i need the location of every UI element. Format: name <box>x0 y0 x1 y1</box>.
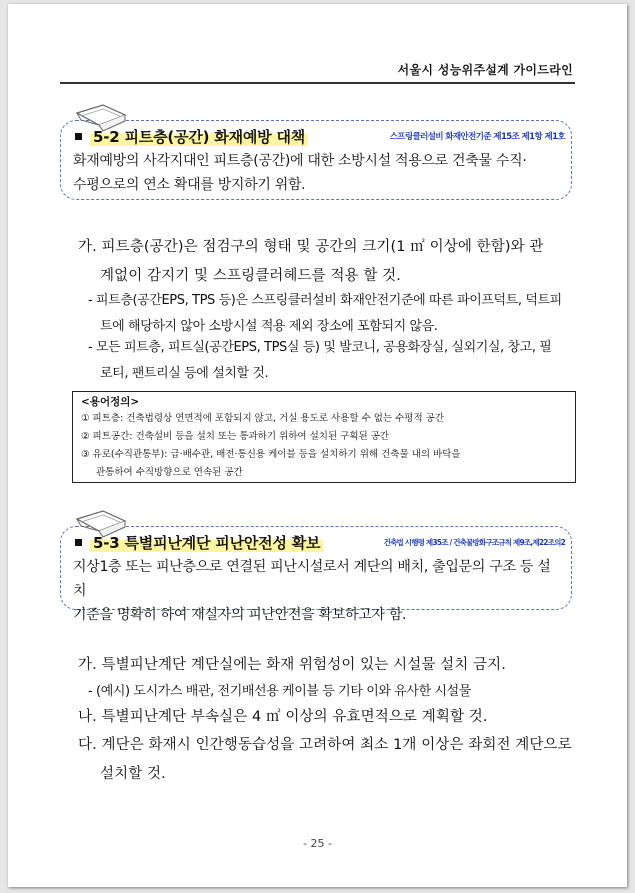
section-title-row <box>75 125 565 147</box>
sub-item-1: - 피트층(공간EPS, TPS 등)은 스프링클러설비 화재안전기준에 따른 파이프덕트, 덕트피 트에 해당하지 않아 소방시설 적용 제외 장소에 포함되지 않음. <box>88 293 562 334</box>
definition-item: ② 피트공간: 건축설비 등을 설치 또는 통과하기 위하여 설치된 구획된 공간 <box>81 431 390 442</box>
definitions-box <box>72 391 576 483</box>
section-description: 지상1층 또는 피난층으로 연결된 피난시설로서 계단의 배치, 출입문의 구조 등 설치 기준을 명확히 하여 재실자의 피난안전을 확보하고자 함. <box>73 559 551 623</box>
item-ga-5-3: 가. 특별피난계단 계단실에는 화재 위험성이 있는 시설물 설치 금지. <box>78 657 506 673</box>
sub-item-2: - 모든 피트층, 피트실(공간EPS, TPS실 등) 및 발코니, 공용화장실, 실외기실, 창고, 필 로티, 팬트리실 등에 설치할 것. <box>88 340 552 381</box>
square-bullet-icon <box>75 133 82 140</box>
section-title: 5-2 피트층(공간) 화재예방 대책 <box>90 126 308 147</box>
page-number: - 25 - <box>303 837 332 850</box>
definition-item: ③ 유로(수직관통부): 급·배수관, 배전·통신용 케이블 등을 설치하기 위해 건축물 내의 바닥을 관통하여 수직방향으로 연속된 공간 <box>81 449 461 478</box>
section-title: 5-3 특별피난계단 피난안전성 확보 <box>90 532 323 553</box>
section-reference: 스프링클러설비 화재안전기준 제15조 제1항 제1호 <box>389 132 565 142</box>
section-reference: 건축법 시행령 제35조 / 건축물방화구조규칙 제9조,제22조의2 <box>383 537 565 547</box>
sub-item-example: - (예시) 도시가스 배관, 전기배선용 케이블 등 기타 이와 유사한 시설물 <box>88 684 471 699</box>
running-header: 서울시 성능위주설계 가이드라인 <box>397 63 573 77</box>
square-bullet-icon <box>75 539 82 546</box>
definition-item: ① 피트층: 건축법령상 연면적에 포함되지 않고, 거실 용도로 사용할 수 없는 수평적 공간 <box>81 413 444 424</box>
section-box-5-3 <box>60 526 572 623</box>
item-da-5-3: 다. 계단은 화재시 인간행동습성을 고려하여 최소 1개 이상은 좌회전 계단으로 설치할 것. <box>78 737 572 782</box>
section-title-row <box>75 531 565 553</box>
section-description: 화재예방의 사각지대인 피트층(공간)에 대한 소방시설 적용으로 건축물 수직· 수평으로의 연소 확대를 방지하기 위함. <box>73 153 527 193</box>
item-ga-5-2: 가. 피트층(공간)은 점검구의 형태 및 공간의 크기(1 ㎡ 이상에 한함)와 관 계없이 감지기 및 스프링클러헤드를 적용 할 것. <box>78 239 544 284</box>
header-rule <box>60 82 575 84</box>
item-na-5-3: 나. 특별피난계단 부속실은 4 ㎡ 이상의 유효면적으로 계획할 것. <box>78 709 488 725</box>
definitions-title: <용어정의> <box>81 396 140 408</box>
document-page <box>8 4 627 887</box>
section-box-5-2 <box>60 120 572 200</box>
